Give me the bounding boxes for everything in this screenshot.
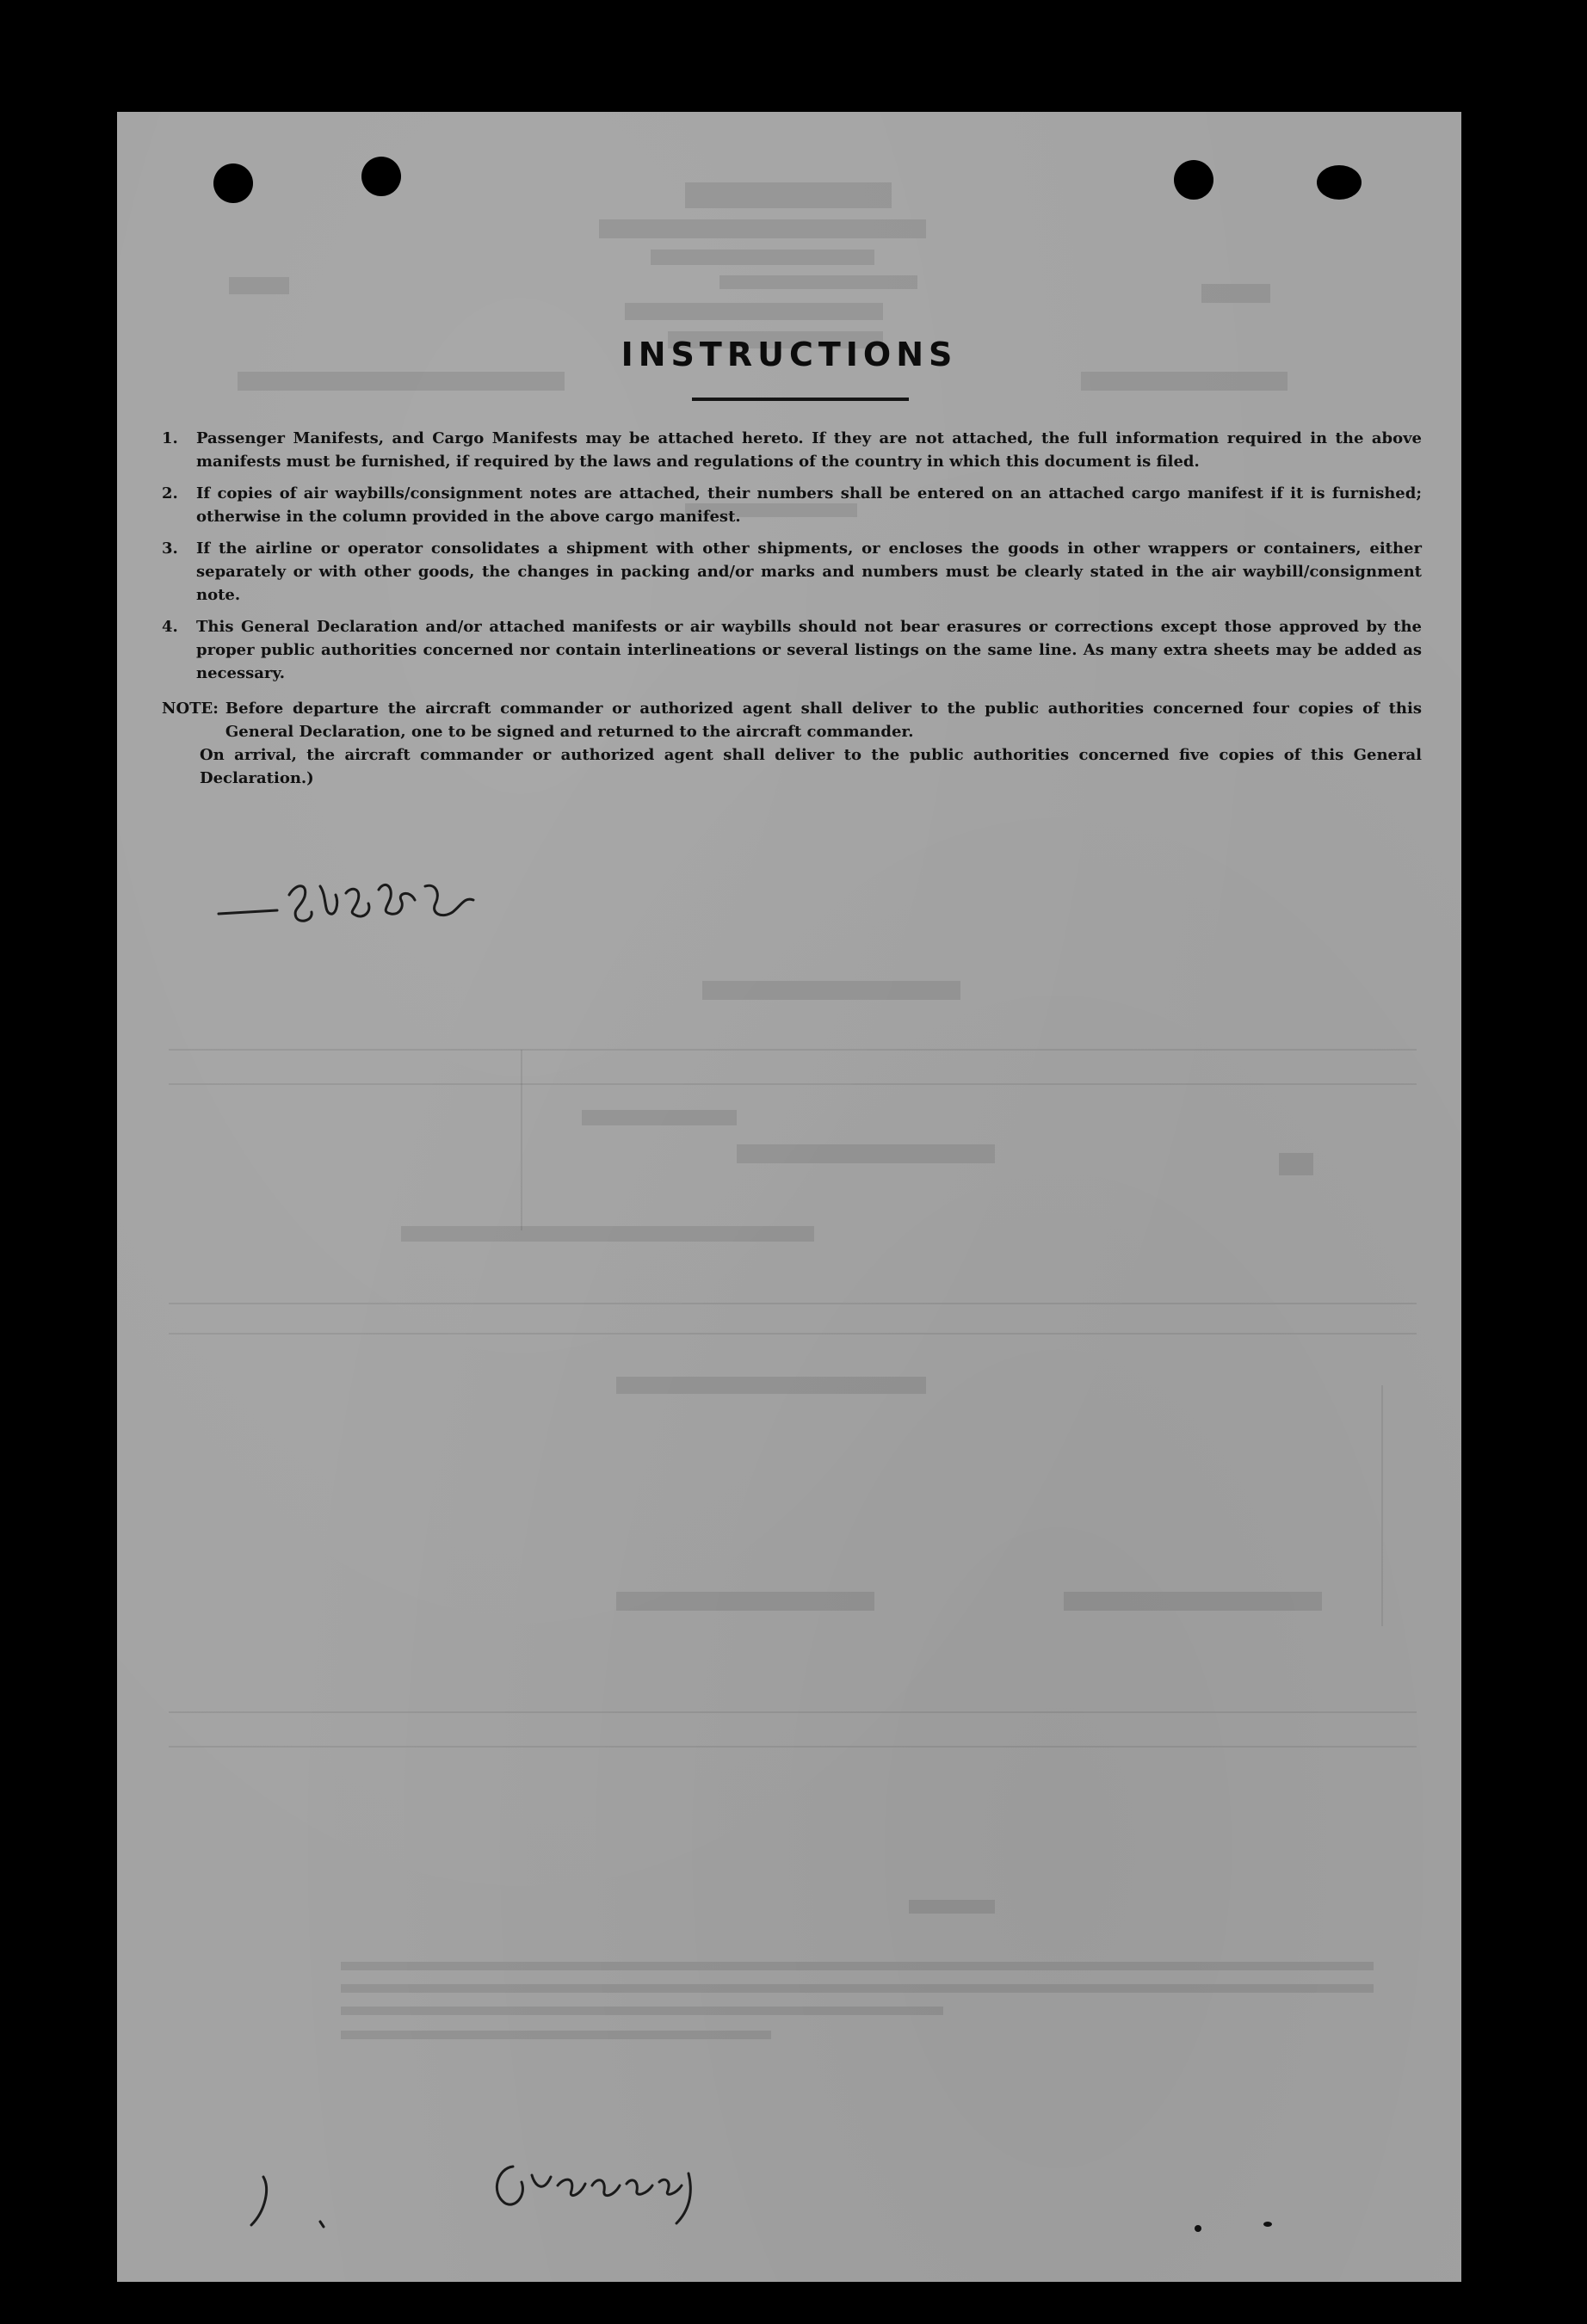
note-text: Before departure the aircraft commander or authorized agent shall deliver to the public authorities concerned four copies of this General Declaration, one to be signed and returned to the aircraft commander. (225, 700, 1422, 741)
note-arrival-text: On arrival, the aircraft commander or authorized agent shall deliver to the public authorities concerned five copies of this General Declaration.) (200, 746, 1422, 787)
note-block (162, 697, 1422, 790)
item-text: If copies of air waybills/consignment notes are attached, their numbers shall be entered on an attached cargo manifest if it is furnished; otherwise in the column provided in the above cargo manifest. (196, 484, 1422, 526)
item-text: This General Declaration and/or attached manifests or air waybills should not bear erasures or corrections except those approved by the proper public authorities concerned nor contain interlineations or several listings on the same line. As many extra sheets may be added as necessary. (196, 618, 1422, 682)
title-underline (692, 398, 909, 401)
ink-dot (1263, 2222, 1272, 2227)
list-item (162, 482, 1422, 528)
item-number: 3. (162, 539, 178, 558)
instructions-list (162, 427, 1422, 805)
list-item (162, 615, 1422, 685)
handwritten-initials (246, 2142, 728, 2237)
page-title: INSTRUCTIONS (621, 336, 958, 373)
item-number: 2. (162, 484, 178, 502)
item-number: 4. (162, 618, 178, 636)
note-first (162, 697, 1422, 743)
handwritten-signature (210, 852, 503, 938)
list-item (162, 537, 1422, 607)
item-text: If the airline or operator consolidates a shipment with other shipments, or encloses the goods in other wrappers or containers, either separately or with other goods, the changes in packing and/or marks and numbers must be clearly stated in the air waybill/consignment note. (196, 539, 1422, 604)
document-page (117, 112, 1461, 2282)
list-item (162, 427, 1422, 473)
ink-dot (1195, 2225, 1201, 2232)
item-text: Passenger Manifests, and Cargo Manifests may be attached hereto. If they are not attached, the full information required in the above manifests must be furnished, if required by the laws and regulations of the country in which this document is filed. (196, 429, 1422, 471)
item-number: 1. (162, 429, 178, 447)
note-label: NOTE: (162, 700, 219, 718)
